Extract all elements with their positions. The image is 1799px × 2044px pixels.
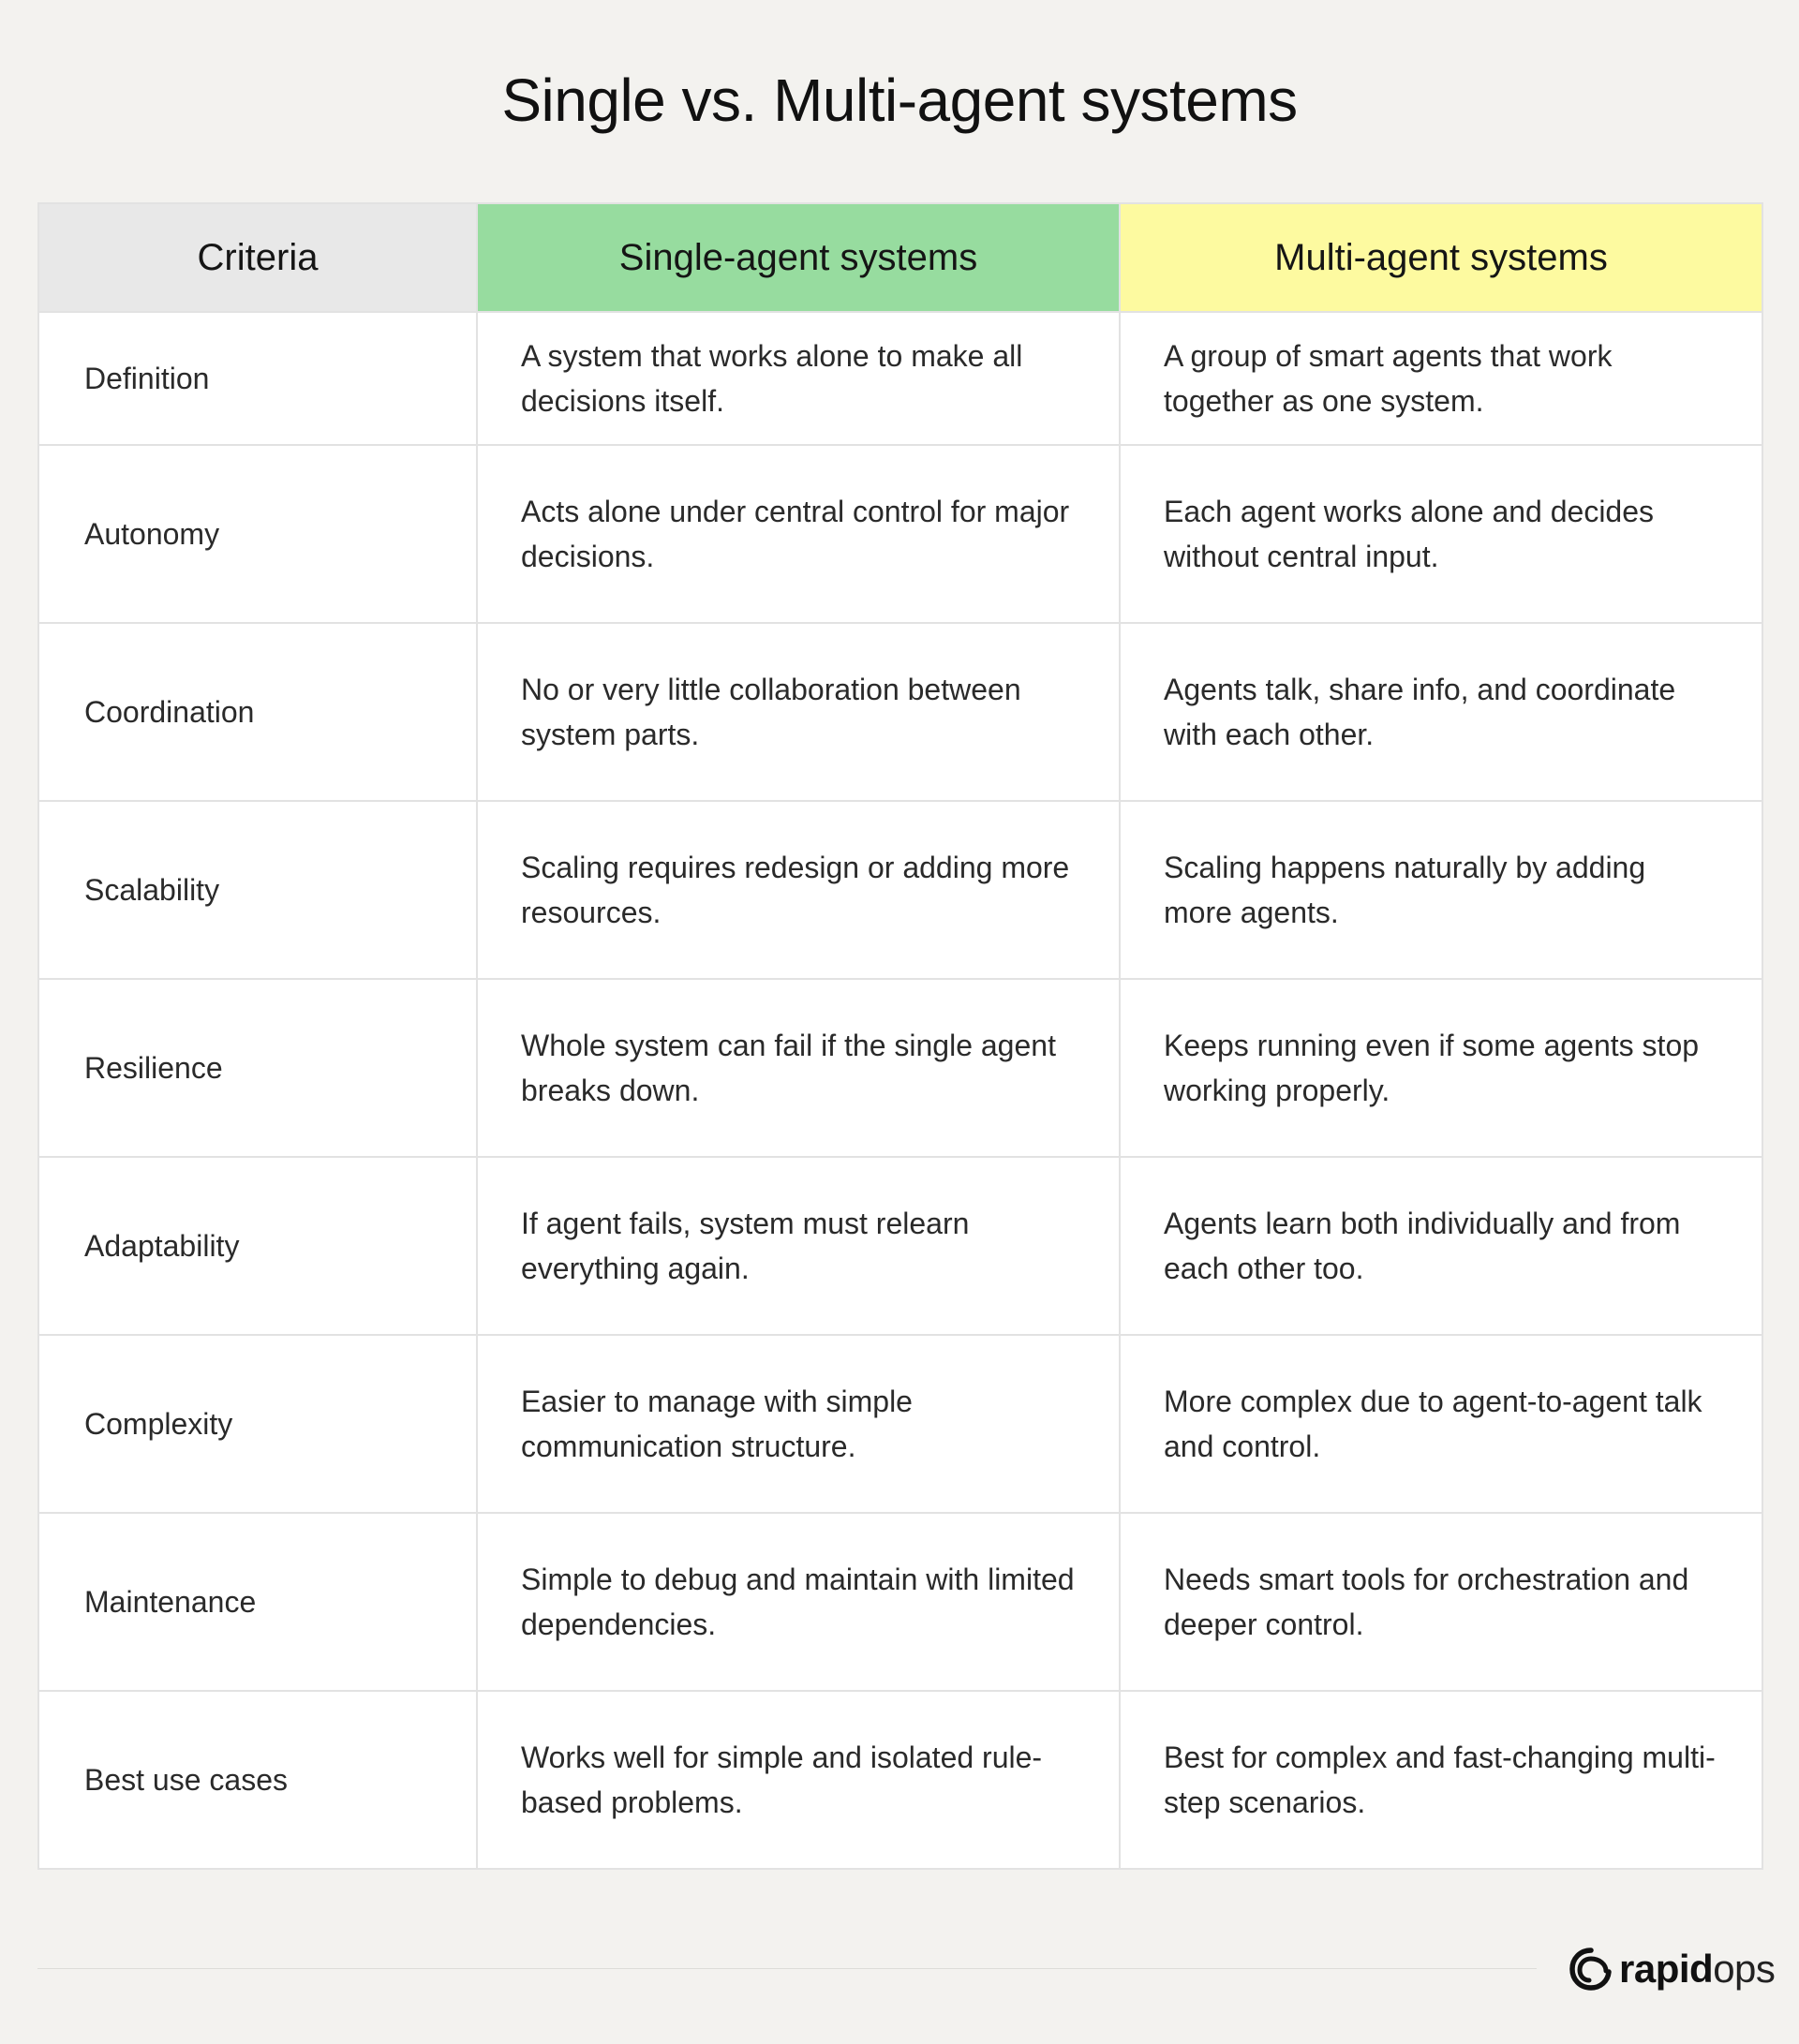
single-agent-cell: If agent fails, system must relearn everything again. — [477, 1157, 1120, 1335]
table-row — [38, 1157, 1762, 1335]
single-agent-cell: Works well for simple and isolated rule-based problems. — [477, 1691, 1120, 1869]
logo-text-light: ops — [1713, 1947, 1776, 1991]
criteria-cell: Autonomy — [38, 445, 477, 623]
table-row — [38, 1513, 1762, 1691]
footer-divider — [37, 1968, 1537, 1969]
table-row — [38, 1691, 1762, 1869]
multi-agent-cell: Agents talk, share info, and coordinate with each other. — [1120, 623, 1762, 801]
logo-wordmark — [1619, 1947, 1775, 1992]
header-single-agent: Single-agent systems — [477, 203, 1120, 312]
table-row — [38, 801, 1762, 979]
table-row — [38, 312, 1762, 445]
criteria-cell: Best use cases — [38, 1691, 477, 1869]
multi-agent-cell: Agents learn both individually and from each other too. — [1120, 1157, 1762, 1335]
criteria-cell: Adaptability — [38, 1157, 477, 1335]
header-multi-agent: Multi-agent systems — [1120, 203, 1762, 312]
multi-agent-cell: Needs smart tools for orchestration and deeper control. — [1120, 1513, 1762, 1691]
table-row — [38, 623, 1762, 801]
multi-agent-cell: Scaling happens naturally by adding more agents. — [1120, 801, 1762, 979]
multi-agent-cell: Best for complex and fast-changing multi-step scenarios. — [1120, 1691, 1762, 1869]
criteria-cell: Coordination — [38, 623, 477, 801]
single-agent-cell: Whole system can fail if the single agent breaks down. — [477, 979, 1120, 1157]
table-row — [38, 979, 1762, 1157]
table-row — [38, 1335, 1762, 1513]
criteria-cell: Resilience — [38, 979, 477, 1157]
multi-agent-cell: Each agent works alone and decides without central input. — [1120, 445, 1762, 623]
criteria-cell: Definition — [38, 312, 477, 445]
comparison-table — [37, 202, 1763, 1870]
table-row — [38, 445, 1762, 623]
criteria-cell: Scalability — [38, 801, 477, 979]
rapidops-swirl-icon — [1569, 1946, 1613, 1992]
single-agent-cell: Scaling requires redesign or adding more resources. — [477, 801, 1120, 979]
logo-text-bold: rapid — [1619, 1947, 1714, 1991]
single-agent-cell: Acts alone under central control for major decisions. — [477, 445, 1120, 623]
criteria-cell: Maintenance — [38, 1513, 477, 1691]
single-agent-cell: A system that works alone to make all decisions itself. — [477, 312, 1120, 445]
single-agent-cell: Simple to debug and maintain with limited dependencies. — [477, 1513, 1120, 1691]
header-criteria: Criteria — [38, 203, 477, 312]
criteria-cell: Complexity — [38, 1335, 477, 1513]
single-agent-cell: No or very little collaboration between system parts. — [477, 623, 1120, 801]
rapidops-logo — [1569, 1945, 1775, 1993]
page-title: Single vs. Multi-agent systems — [501, 67, 1298, 134]
multi-agent-cell: Keeps running even if some agents stop working properly. — [1120, 979, 1762, 1157]
multi-agent-cell: A group of smart agents that work together as one system. — [1120, 312, 1762, 445]
multi-agent-cell: More complex due to agent-to-agent talk and control. — [1120, 1335, 1762, 1513]
single-agent-cell: Easier to manage with simple communication structure. — [477, 1335, 1120, 1513]
table-header-row — [38, 203, 1762, 312]
